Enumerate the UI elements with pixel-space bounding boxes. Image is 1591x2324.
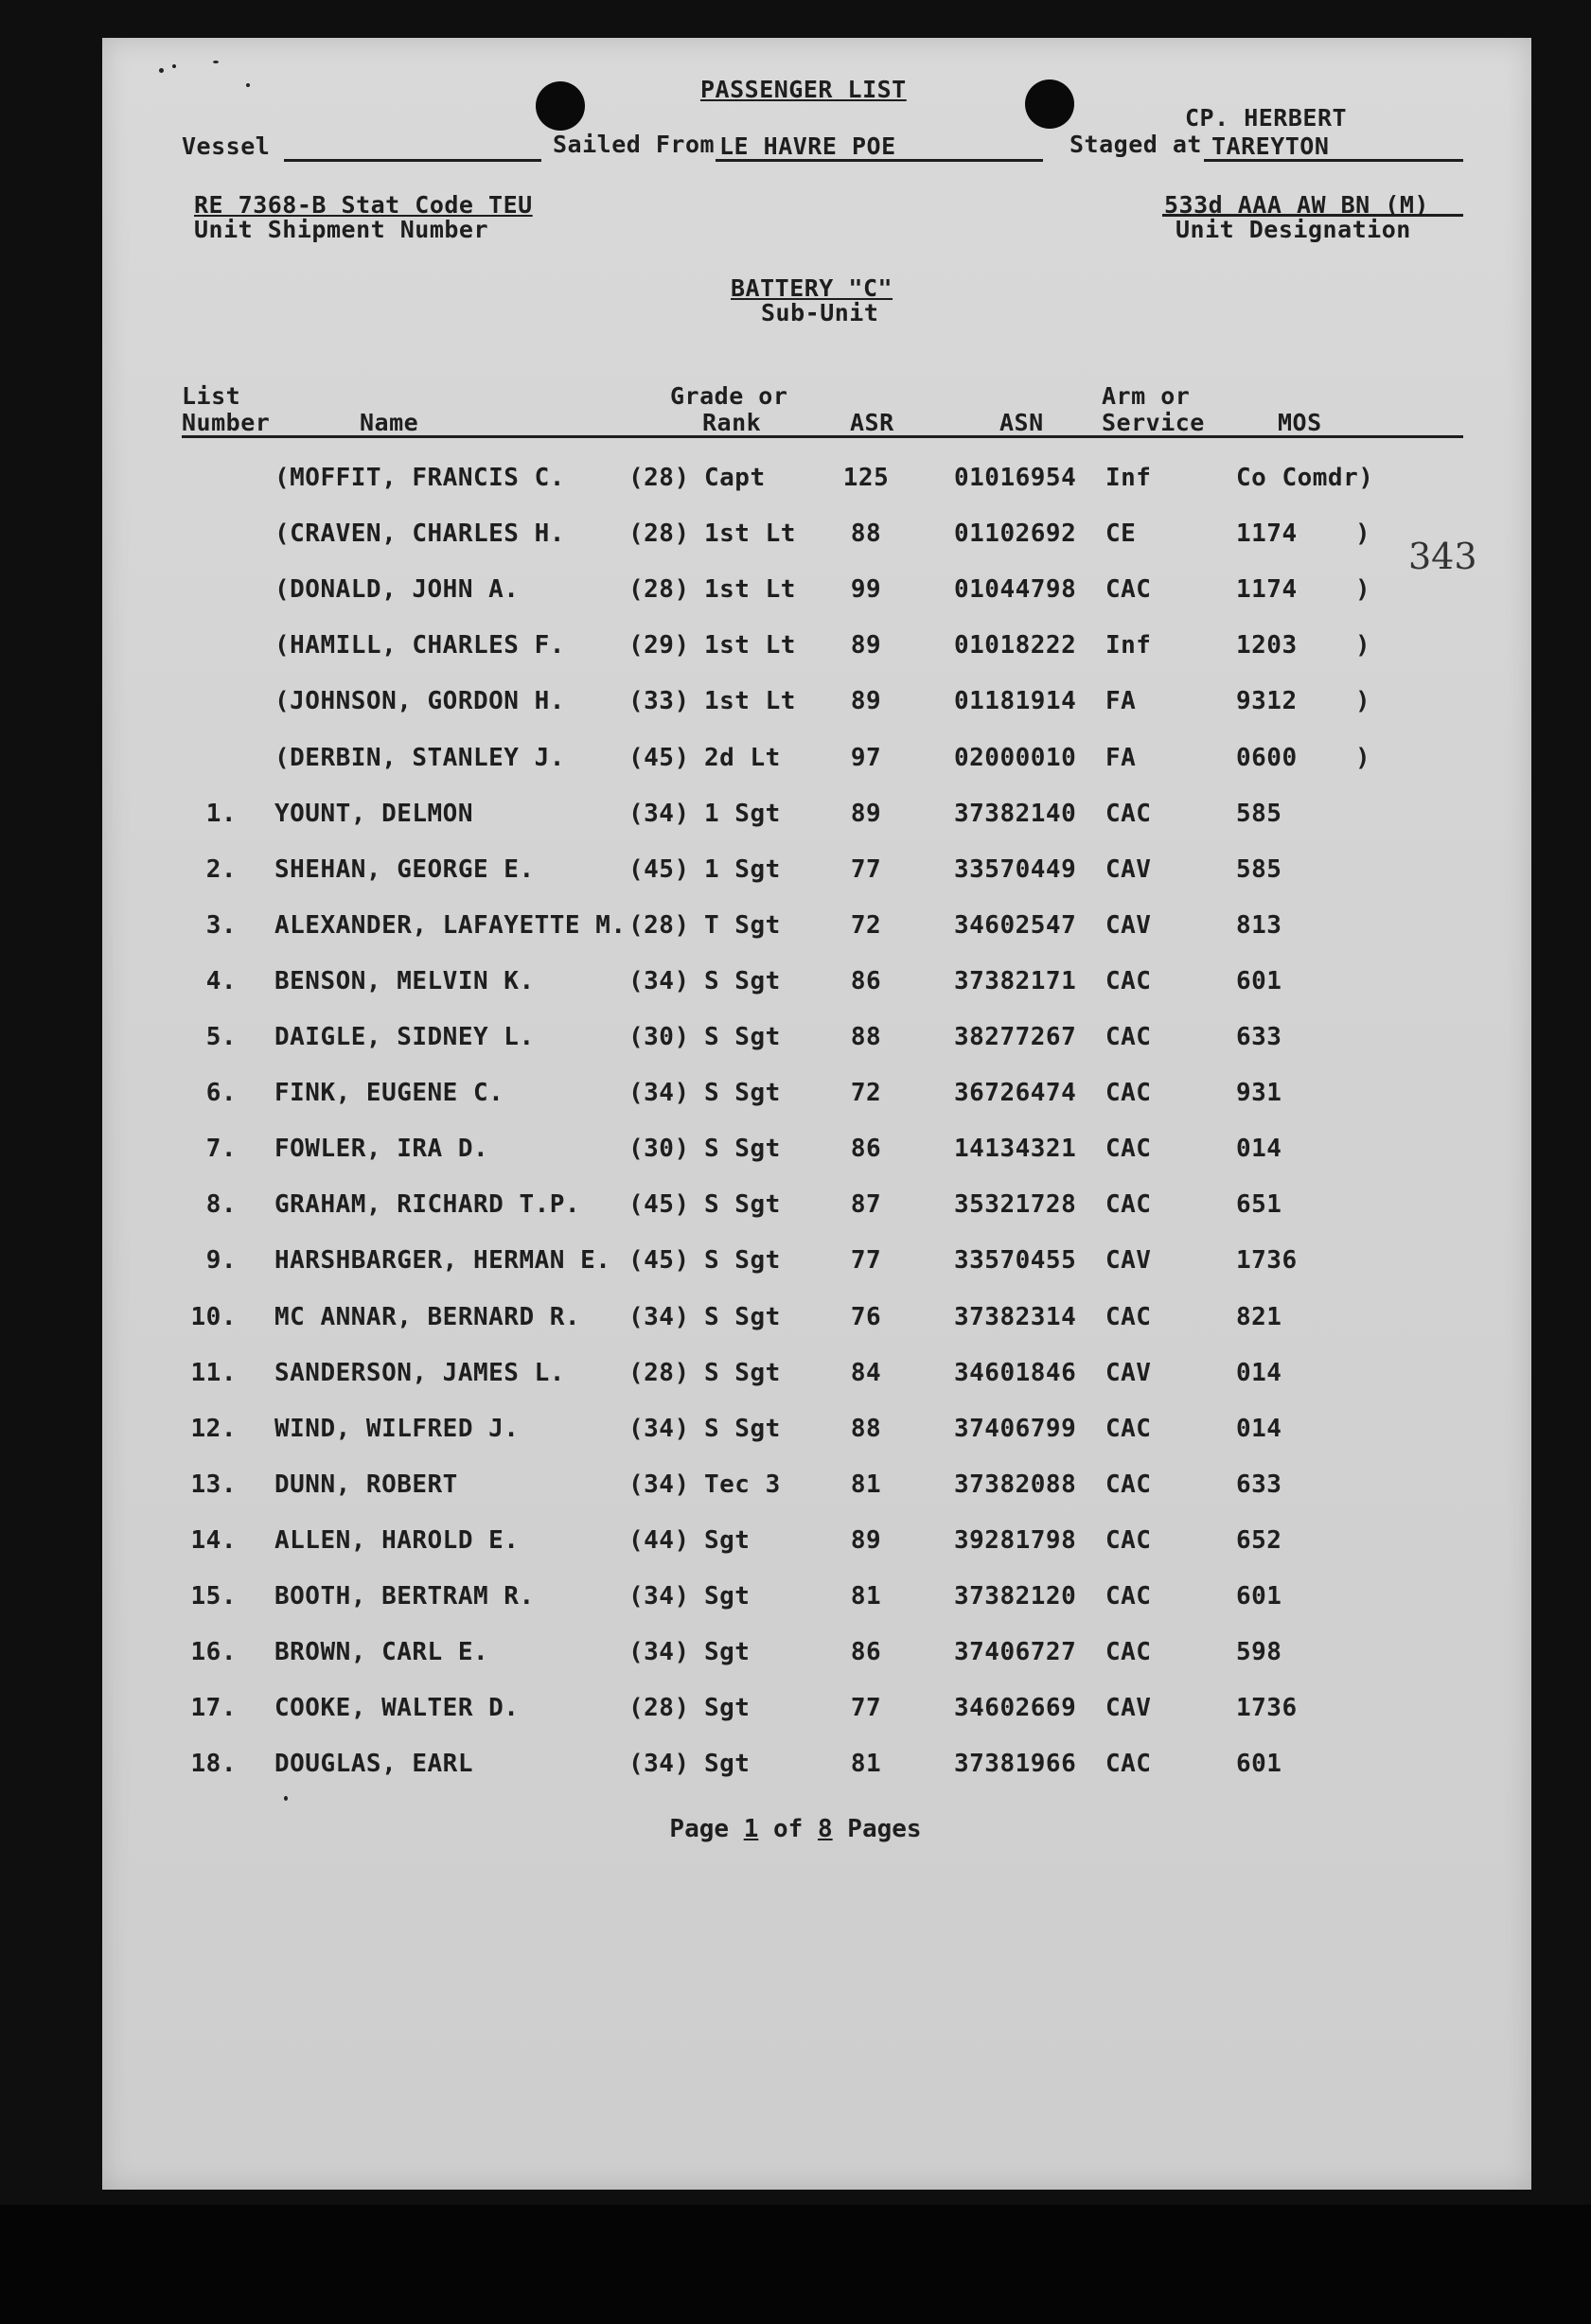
table-row [0, 1190, 1591, 1228]
col-header-arm-2: Service [1102, 409, 1205, 436]
row-list-number: 5. [205, 1023, 237, 1051]
row-arm: CAC [1105, 1582, 1152, 1611]
row-arm: CAC [1105, 1526, 1152, 1555]
handwritten-page-number: 343 [1408, 536, 1477, 577]
row-list-number: 6. [205, 1079, 237, 1107]
row-name: BOOTH, BERTRAM R. [274, 1582, 535, 1611]
row-asr: 89 [850, 687, 882, 715]
document-title: PASSENGER LIST [700, 76, 907, 103]
table-row [0, 1415, 1591, 1452]
row-mos: 601 [1236, 1582, 1282, 1611]
row-list-number: 9. [205, 1246, 237, 1275]
row-arm: CE [1105, 519, 1137, 548]
row-arm: CAC [1105, 1303, 1152, 1331]
footer-prefix: Page [669, 1815, 730, 1843]
row-asr: 81 [850, 1582, 882, 1611]
punch-hole-right [1025, 79, 1074, 129]
row-rank: Sgt [704, 1582, 751, 1611]
sailed-from-label: Sailed From [553, 131, 716, 158]
row-rank: S Sgt [704, 1359, 781, 1387]
row-rank: 1st Lt [704, 519, 796, 548]
row-age: (34) [628, 1303, 690, 1331]
col-header-name: Name [360, 409, 419, 436]
row-rank: S Sgt [704, 1023, 781, 1051]
row-mos: 0600 [1236, 744, 1298, 772]
shipment-label: Unit Shipment Number [194, 216, 489, 243]
row-arm: Inf [1105, 631, 1152, 660]
sailed-from-value: LE HAVRE POE [719, 132, 896, 160]
row-asr: 72 [850, 911, 882, 940]
row-list-number: 12. [190, 1415, 237, 1443]
row-arm: CAV [1105, 1694, 1152, 1722]
row-asr: 99 [850, 575, 882, 604]
row-list-number: 4. [205, 967, 237, 995]
row-asr: 84 [850, 1359, 882, 1387]
row-name: DOUGLAS, EARL [274, 1750, 473, 1778]
row-rank: Capt [704, 464, 766, 492]
row-age: (33) [628, 687, 690, 715]
row-asr: 77 [850, 1246, 882, 1275]
row-list-number: 13. [190, 1470, 237, 1499]
row-asn: 37406799 [954, 1415, 1077, 1443]
row-rank: S Sgt [704, 1303, 781, 1331]
row-asr: 86 [850, 1135, 882, 1163]
row-asn: 34602669 [954, 1694, 1077, 1722]
table-row [0, 464, 1591, 502]
row-arm: CAV [1105, 1246, 1152, 1275]
table-row [0, 800, 1591, 837]
row-mos: 1174 [1236, 519, 1298, 548]
row-mos: 651 [1236, 1190, 1282, 1219]
subunit-label: Sub-Unit [761, 299, 879, 326]
row-asn: 37382140 [954, 800, 1077, 828]
row-asr: 97 [850, 744, 882, 772]
row-name: (HAMILL, CHARLES F. [274, 631, 565, 660]
row-asn: 37382120 [954, 1582, 1077, 1611]
row-list-number: 15. [190, 1582, 237, 1611]
row-mos: 585 [1236, 800, 1282, 828]
row-name: DUNN, ROBERT [274, 1470, 458, 1499]
row-bracket: ) [1355, 519, 1371, 548]
row-bracket: ) [1355, 575, 1371, 604]
row-age: (34) [628, 1470, 690, 1499]
table-row [0, 744, 1591, 782]
row-age: (30) [628, 1135, 690, 1163]
row-rank: Sgt [704, 1750, 751, 1778]
scan-border-bottom [0, 2205, 1591, 2324]
row-asr: 77 [850, 1694, 882, 1722]
row-asr: 72 [850, 1079, 882, 1107]
row-arm: CAC [1105, 1750, 1152, 1778]
col-header-asr: ASR [850, 409, 894, 436]
row-arm: FA [1105, 687, 1137, 715]
row-asn: 01016954 [954, 464, 1077, 492]
row-asr: 77 [850, 855, 882, 884]
row-name: COOKE, WALTER D. [274, 1694, 520, 1722]
row-asr: 81 [850, 1750, 882, 1778]
row-list-number: 8. [205, 1190, 237, 1219]
row-name: (JOHNSON, GORDON H. [274, 687, 565, 715]
table-row [0, 855, 1591, 893]
row-list-number: 16. [190, 1638, 237, 1666]
row-arm: CAC [1105, 1190, 1152, 1219]
row-name: GRAHAM, RICHARD T.P. [274, 1190, 581, 1219]
row-age: (28) [628, 1359, 690, 1387]
row-arm: CAC [1105, 800, 1152, 828]
row-name: ALLEN, HAROLD E. [274, 1526, 520, 1555]
footer-total-pages: 8 [817, 1815, 833, 1843]
row-asn: 36726474 [954, 1079, 1077, 1107]
row-asn: 01102692 [954, 519, 1077, 548]
shipment-value: RE 7368-B Stat Code TEU [194, 191, 533, 219]
row-mos: 014 [1236, 1415, 1282, 1443]
row-age: (34) [628, 967, 690, 995]
row-mos: 1736 [1236, 1246, 1298, 1275]
row-asr: 87 [850, 1190, 882, 1219]
row-name: (DERBIN, STANLEY J. [274, 744, 565, 772]
table-row [0, 1638, 1591, 1676]
row-asn: 34602547 [954, 911, 1077, 940]
row-asr: 125 [842, 464, 890, 492]
row-arm: FA [1105, 744, 1137, 772]
row-bracket: ) [1355, 631, 1371, 660]
row-age: (45) [628, 1190, 690, 1219]
row-list-number: 10. [190, 1303, 237, 1331]
row-mos: 601 [1236, 967, 1282, 995]
row-list-number: 18. [190, 1750, 237, 1778]
row-name: MC ANNAR, BERNARD R. [274, 1303, 581, 1331]
row-rank: 1st Lt [704, 687, 796, 715]
row-name: BENSON, MELVIN K. [274, 967, 535, 995]
row-asn: 34601846 [954, 1359, 1077, 1387]
row-asr: 86 [850, 1638, 882, 1666]
row-asr: 86 [850, 967, 882, 995]
table-row [0, 1694, 1591, 1732]
row-name: DAIGLE, SIDNEY L. [274, 1023, 535, 1051]
row-rank: S Sgt [704, 967, 781, 995]
row-mos: 1203 [1236, 631, 1298, 660]
row-rank: 1 Sgt [704, 855, 781, 884]
row-rank: 1 Sgt [704, 800, 781, 828]
row-mos: 652 [1236, 1526, 1282, 1555]
row-rank: 1st Lt [704, 631, 796, 660]
row-asn: 01181914 [954, 687, 1077, 715]
row-rank: Sgt [704, 1526, 751, 1555]
row-rank: Tec 3 [704, 1470, 781, 1499]
row-age: (28) [628, 464, 690, 492]
header-rule [182, 435, 1463, 438]
table-row [0, 1526, 1591, 1564]
row-mos: 821 [1236, 1303, 1282, 1331]
row-mos: 633 [1236, 1470, 1282, 1499]
row-age: (34) [628, 1750, 690, 1778]
row-asr: 88 [850, 1415, 882, 1443]
row-mos: 601 [1236, 1750, 1282, 1778]
table-row [0, 967, 1591, 1005]
row-asn: 01018222 [954, 631, 1077, 660]
table-row [0, 1303, 1591, 1341]
row-name: WIND, WILFRED J. [274, 1415, 520, 1443]
row-asn: 39281798 [954, 1526, 1077, 1555]
row-arm: CAC [1105, 967, 1152, 995]
row-mos: 1736 [1236, 1694, 1298, 1722]
row-list-number: 1. [205, 800, 237, 828]
row-age: (44) [628, 1526, 690, 1555]
row-mos: 014 [1236, 1359, 1282, 1387]
row-asn: 37382088 [954, 1470, 1077, 1499]
subunit-value: BATTERY "C" [731, 274, 893, 302]
table-row [0, 1079, 1591, 1117]
row-asn: 37382314 [954, 1303, 1077, 1331]
unit-designation-value: 533d AAA AW BN (M) [1164, 191, 1429, 219]
staged-at-line2: TAREYTON [1211, 132, 1330, 160]
row-asr: 88 [850, 1023, 882, 1051]
table-row [0, 575, 1591, 613]
row-mos: 931 [1236, 1079, 1282, 1107]
row-asr: 88 [850, 519, 882, 548]
row-rank: Sgt [704, 1694, 751, 1722]
row-arm: CAV [1105, 855, 1152, 884]
table-row [0, 1359, 1591, 1397]
row-asr: 81 [850, 1470, 882, 1499]
table-row [0, 1582, 1591, 1620]
row-name: (DONALD, JOHN A. [274, 575, 520, 604]
row-asn: 37381966 [954, 1750, 1077, 1778]
row-rank: 1st Lt [704, 575, 796, 604]
row-list-number: 17. [190, 1694, 237, 1722]
row-arm: CAV [1105, 911, 1152, 940]
row-age: (28) [628, 911, 690, 940]
table-row [0, 631, 1591, 669]
table-row [0, 1246, 1591, 1284]
table-row [0, 519, 1591, 557]
row-age: (28) [628, 1694, 690, 1722]
col-header-asn: ASN [999, 409, 1044, 436]
row-bracket: ) [1355, 687, 1371, 715]
footer-suffix: Pages [847, 1815, 922, 1843]
row-rank: S Sgt [704, 1135, 781, 1163]
table-row [0, 1470, 1591, 1508]
row-name: YOUNT, DELMON [274, 800, 473, 828]
col-header-arm-1: Arm or [1102, 382, 1191, 410]
row-age: (45) [628, 744, 690, 772]
row-asn: 33570449 [954, 855, 1077, 884]
row-rank: S Sgt [704, 1415, 781, 1443]
row-mos: 585 [1236, 855, 1282, 884]
staged-at-line1: CP. HERBERT [1185, 104, 1348, 132]
col-header-list-number-2: Number [182, 409, 271, 436]
col-header-grade-2: Rank [702, 409, 762, 436]
row-asn: 33570455 [954, 1246, 1077, 1275]
row-asn: 14134321 [954, 1135, 1077, 1163]
row-mos: 9312 [1236, 687, 1298, 715]
row-arm: CAC [1105, 575, 1152, 604]
row-asr: 76 [850, 1303, 882, 1331]
page-footer [0, 1815, 1591, 1843]
row-arm: CAC [1105, 1470, 1152, 1499]
row-name: FOWLER, IRA D. [274, 1135, 489, 1163]
row-age: (34) [628, 1079, 690, 1107]
row-asn: 35321728 [954, 1190, 1077, 1219]
row-name: SANDERSON, JAMES L. [274, 1359, 565, 1387]
col-header-list-number-1: List [182, 382, 241, 410]
row-rank: S Sgt [704, 1190, 781, 1219]
vessel-label: Vessel [182, 132, 271, 160]
row-rank: S Sgt [704, 1246, 781, 1275]
row-asr: 89 [850, 1526, 882, 1555]
row-asn: 38277267 [954, 1023, 1077, 1051]
row-age: (45) [628, 855, 690, 884]
row-mos: 014 [1236, 1135, 1282, 1163]
unit-designation-label: Unit Designation [1176, 216, 1411, 243]
row-rank: 2d Lt [704, 744, 781, 772]
row-name: SHEHAN, GEORGE E. [274, 855, 535, 884]
row-list-number: 14. [190, 1526, 237, 1555]
row-name: ALEXANDER, LAFAYETTE M. [274, 911, 627, 940]
row-mos: 813 [1236, 911, 1282, 940]
row-age: (45) [628, 1246, 690, 1275]
col-header-grade-1: Grade or [670, 382, 788, 410]
row-name: (CRAVEN, CHARLES H. [274, 519, 565, 548]
row-bracket: ) [1355, 744, 1371, 772]
row-asn: 02000010 [954, 744, 1077, 772]
row-asr: 89 [850, 800, 882, 828]
row-mos: 598 [1236, 1638, 1282, 1666]
row-asr: 89 [850, 631, 882, 660]
row-list-number: 3. [205, 911, 237, 940]
row-arm: CAC [1105, 1135, 1152, 1163]
table-row [0, 687, 1591, 725]
footer-current-page: 1 [743, 1815, 759, 1843]
row-arm: CAC [1105, 1079, 1152, 1107]
row-mos: Co Comdr) [1236, 464, 1374, 492]
row-arm: CAC [1105, 1638, 1152, 1666]
row-age: (34) [628, 800, 690, 828]
footer-middle: of [773, 1815, 804, 1843]
staged-at-label: Staged at [1070, 131, 1202, 158]
row-age: (34) [628, 1638, 690, 1666]
punch-hole-left [536, 81, 585, 131]
table-row [0, 1750, 1591, 1787]
table-row [0, 1023, 1591, 1061]
row-rank: T Sgt [704, 911, 781, 940]
row-age: (34) [628, 1582, 690, 1611]
row-rank: Sgt [704, 1638, 751, 1666]
row-mos: 1174 [1236, 575, 1298, 604]
table-row [0, 1135, 1591, 1172]
row-arm: Inf [1105, 464, 1152, 492]
row-list-number: 2. [205, 855, 237, 884]
row-arm: CAV [1105, 1359, 1152, 1387]
row-list-number: 11. [190, 1359, 237, 1387]
row-list-number: 7. [205, 1135, 237, 1163]
table-row [0, 911, 1591, 949]
row-rank: S Sgt [704, 1079, 781, 1107]
row-name: FINK, EUGENE C. [274, 1079, 504, 1107]
row-asn: 37406727 [954, 1638, 1077, 1666]
row-name: (MOFFIT, FRANCIS C. [274, 464, 565, 492]
row-mos: 633 [1236, 1023, 1282, 1051]
row-name: HARSHBARGER, HERMAN E. [274, 1246, 611, 1275]
row-age: (34) [628, 1415, 690, 1443]
vessel-line [284, 159, 541, 162]
row-arm: CAC [1105, 1415, 1152, 1443]
row-asn: 37382171 [954, 967, 1077, 995]
col-header-mos: MOS [1278, 409, 1322, 436]
row-name: BROWN, CARL E. [274, 1638, 489, 1666]
row-age: (28) [628, 519, 690, 548]
row-asn: 01044798 [954, 575, 1077, 604]
row-age: (30) [628, 1023, 690, 1051]
row-age: (28) [628, 575, 690, 604]
row-age: (29) [628, 631, 690, 660]
row-arm: CAC [1105, 1023, 1152, 1051]
